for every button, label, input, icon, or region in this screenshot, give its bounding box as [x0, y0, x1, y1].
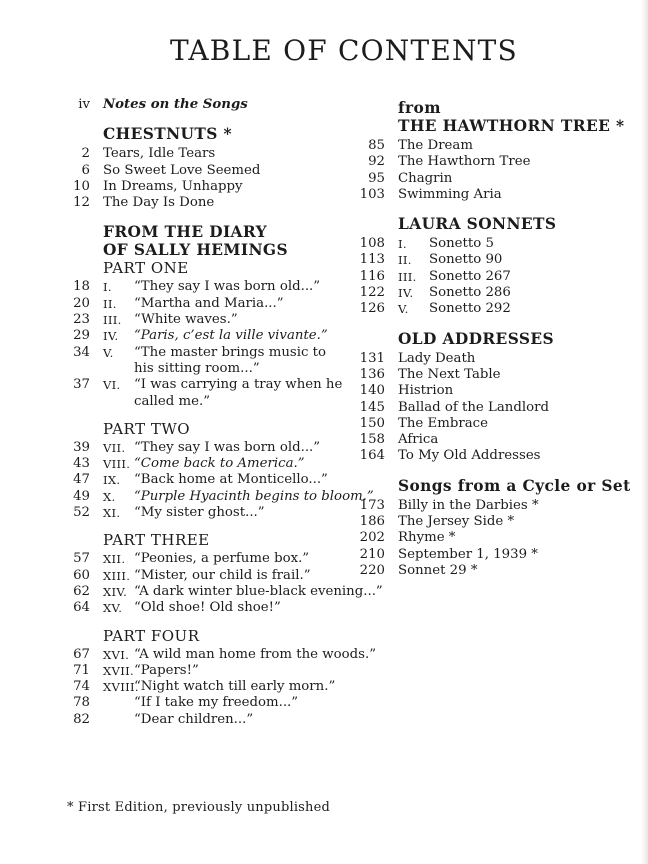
entry-page-number: 6 — [81, 162, 90, 178]
entry-title: “Old shoe! Old shoe!” — [134, 600, 281, 616]
entry-page-number: 173 — [359, 497, 385, 513]
entry-page-number: 2 — [81, 146, 90, 162]
toc-entry — [63, 568, 365, 584]
entry-title: “They say I was born old...” — [134, 279, 321, 295]
toc-entry — [63, 646, 377, 663]
entry-title: Sonetto 90 — [429, 252, 503, 268]
entry-title: “Come back to America.” — [134, 456, 305, 472]
entry-title: The Embrace — [398, 415, 488, 431]
toc-entry — [63, 279, 365, 295]
section-subheading-part-two: PART TWO — [103, 419, 191, 438]
toc-entry — [358, 448, 642, 464]
scan-edge-shadow — [641, 0, 648, 864]
entry-numeral: XI. — [103, 506, 121, 521]
entry-page-number: 64 — [73, 600, 90, 616]
entry-numeral: V. — [103, 345, 114, 360]
entry-title: Sonnet 29 * — [398, 562, 478, 578]
entry-title: Tears, Idle Tears — [103, 146, 216, 162]
section-heading-line: from — [398, 99, 441, 117]
entry-page-number: 113 — [359, 252, 385, 268]
entry-title: “White waves.” — [134, 312, 238, 328]
entry-numeral: II. — [103, 296, 117, 311]
entry-page-number: 108 — [359, 236, 385, 252]
entry-title: “A wild man home from the woods.” — [134, 646, 377, 662]
entry-title: “Purple Hyacinth begins to bloom.” — [134, 488, 374, 504]
toc-entry — [358, 285, 642, 301]
entry-title: Swimming Aria — [398, 186, 502, 202]
toc-entry — [63, 345, 365, 378]
entry-page-number: 164 — [359, 448, 385, 464]
entry-title: “They say I was born old...” — [134, 439, 321, 455]
entry-page-number: 126 — [359, 301, 385, 317]
entry-page-number: 131 — [359, 350, 385, 366]
toc-entry — [358, 400, 642, 416]
entry-title: “Mister, our child is frail.” — [134, 567, 311, 583]
toc-entry — [358, 416, 642, 432]
entry-numeral: XVI. — [103, 647, 130, 662]
toc-entry — [358, 138, 642, 154]
entry-title: To My Old Addresses — [398, 448, 541, 464]
toc-entry — [63, 488, 374, 505]
first-edition-footnote: * First Edition, previously unpublished — [67, 800, 331, 815]
entry-title — [134, 377, 365, 410]
entry-page-number: 95 — [368, 170, 385, 186]
entry-numeral: VII. — [103, 440, 126, 455]
toc-right-column — [358, 99, 642, 579]
toc-entry — [63, 377, 365, 410]
toc-entry — [358, 301, 642, 317]
entry-numeral — [103, 695, 134, 711]
entry-page-number: 82 — [73, 711, 90, 727]
toc-entry — [63, 472, 365, 488]
entry-page-number: 29 — [73, 328, 90, 344]
entry-numeral: I. — [103, 280, 112, 295]
entry-page-number: 150 — [359, 415, 385, 431]
toc-entry — [63, 296, 365, 312]
entry-title: “Papers!” — [134, 662, 199, 678]
entry-page-number: 62 — [73, 583, 90, 599]
entry-page-number: 122 — [359, 285, 385, 301]
entry-numeral: V. — [398, 302, 409, 317]
section-heading-line: THE HAWTHORN TREE * — [398, 117, 625, 135]
entry-page-number: 116 — [359, 268, 385, 284]
entry-numeral: XVIII. — [103, 680, 139, 695]
entry-page-number: 74 — [73, 679, 90, 695]
entry-page-number: 47 — [73, 472, 90, 488]
entry-title: The Next Table — [398, 366, 501, 382]
entry-page-number: 67 — [73, 646, 90, 662]
entry-title: So Sweet Love Seemed — [103, 162, 261, 178]
section-heading-cycle-or-set: Songs from a Cycle or Set — [398, 476, 631, 495]
entry-title-line2: called me.” — [134, 393, 210, 409]
entry-page-number: 220 — [359, 562, 385, 578]
entry-numeral: IV. — [398, 286, 414, 301]
entry-numeral: XII. — [103, 552, 126, 567]
entry-page-number: 52 — [73, 505, 90, 521]
toc-entry — [63, 456, 365, 472]
toc-entry — [63, 712, 365, 728]
toc-entry — [63, 312, 365, 328]
entry-numeral: X. — [103, 489, 116, 504]
entry-title: “Night watch till early morn.” — [134, 679, 336, 695]
entry-page-number: 39 — [73, 439, 90, 455]
entry-numeral: I. — [398, 237, 407, 252]
toc-entry — [358, 252, 642, 268]
entry-numeral: XV. — [103, 601, 123, 616]
toc-entry — [63, 583, 383, 600]
toc-entry — [358, 236, 642, 252]
page-title: TABLE OF CONTENTS — [170, 34, 518, 67]
entry-page-number: 78 — [73, 695, 90, 711]
entry-title: Histrion — [398, 383, 454, 399]
entry-title: Sonetto 286 — [429, 285, 511, 301]
entry-page-number: 158 — [359, 432, 385, 448]
toc-entry — [63, 163, 365, 179]
entry-page-number: iv — [78, 97, 90, 112]
entry-page-number: 37 — [73, 377, 90, 393]
toc-entry — [63, 663, 365, 679]
entry-page-number: 10 — [73, 178, 90, 194]
toc-entry — [63, 505, 365, 521]
section-subheading-part-one: PART ONE — [103, 259, 189, 278]
entry-title: September 1, 1939 * — [398, 546, 538, 562]
entry-numeral — [103, 712, 134, 728]
entry-page-number: 136 — [359, 366, 385, 382]
toc-entry — [358, 432, 642, 448]
toc-entry — [358, 171, 642, 187]
entry-title: “Back home at Monticello...” — [134, 472, 328, 488]
entry-title: “Peonies, a perfume box.” — [134, 551, 310, 567]
entry-title: The Day Is Done — [103, 195, 215, 211]
toc-entry — [358, 367, 642, 383]
entry-numeral: IX. — [103, 473, 121, 488]
toc-entry — [358, 530, 642, 546]
entry-title: Africa — [398, 432, 439, 448]
toc-entry — [63, 97, 365, 113]
toc-entry — [63, 328, 365, 344]
entry-page-number: 92 — [368, 154, 385, 170]
toc-entry — [358, 154, 642, 170]
entry-page-number: 49 — [73, 488, 90, 504]
entry-page-number: 103 — [359, 186, 385, 202]
entry-page-number: 57 — [73, 551, 90, 567]
entry-page-number: 140 — [359, 383, 385, 399]
entry-page-number: 186 — [359, 514, 385, 530]
section-heading-line: OF SALLY HEMINGS — [103, 241, 288, 260]
toc-entry — [63, 146, 365, 162]
entry-title: “My sister ghost...” — [134, 505, 265, 521]
entry-page-number: 20 — [73, 295, 90, 311]
entry-title-line2: his sitting room...” — [134, 360, 260, 376]
entry-numeral: VIII. — [103, 457, 131, 472]
section-heading-line: FROM THE DIARY — [103, 223, 267, 242]
section-heading-sally-hemings — [103, 223, 365, 259]
entry-title: Sonetto 267 — [429, 268, 511, 284]
entry-page-number: 202 — [359, 530, 385, 546]
toc-entry — [63, 551, 365, 567]
toc-entry — [63, 440, 365, 456]
entry-title: “If I take my freedom...” — [134, 695, 299, 711]
entry-title: Ballad of the Landlord — [398, 399, 549, 415]
entry-page-number: 43 — [73, 456, 90, 472]
entry-title: “Dear children...” — [134, 711, 254, 727]
entry-title: The Hawthorn Tree — [398, 154, 531, 170]
section-subheading-part-three: PART THREE — [103, 531, 210, 550]
entry-title: Billy in the Darbies * — [398, 497, 539, 513]
entry-numeral: XIV. — [103, 584, 128, 599]
entry-title: Sonetto 5 — [429, 236, 494, 252]
section-heading-hawthorn-tree — [398, 99, 642, 135]
entry-title: The Dream — [398, 138, 473, 153]
toc-entry — [358, 547, 642, 563]
entry-title: The Jersey Side * — [398, 514, 515, 530]
entry-numeral: IV. — [103, 329, 119, 344]
section-subheading-part-four: PART FOUR — [103, 626, 200, 645]
section-heading-chestnuts: CHESTNUTS * — [103, 125, 232, 144]
entry-page-number: 85 — [368, 138, 385, 153]
toc-entry — [63, 179, 365, 195]
toc-entry — [358, 498, 642, 514]
entry-title-line1: “I was carrying a tray when he — [134, 377, 343, 393]
entry-page-number: 12 — [73, 195, 90, 211]
entry-numeral: VI. — [103, 378, 121, 393]
entry-title: Notes on the Songs — [103, 97, 248, 112]
entry-numeral: III. — [398, 269, 417, 284]
entry-numeral: XIII. — [103, 568, 131, 583]
entry-numeral: III. — [103, 313, 122, 328]
entry-title — [134, 345, 365, 378]
entry-title: “Paris, c’est la ville vivante.” — [134, 328, 328, 344]
toc-entry — [358, 563, 642, 579]
entry-page-number: 60 — [73, 567, 90, 583]
entry-page-number: 34 — [73, 344, 90, 360]
entry-title: Lady Death — [398, 350, 476, 366]
entry-page-number: 145 — [359, 399, 385, 415]
entry-title: “Martha and Maria...” — [134, 295, 284, 311]
entry-page-number: 71 — [73, 662, 90, 678]
toc-entry — [358, 269, 642, 285]
toc-entry — [63, 195, 365, 211]
entry-title: Sonetto 292 — [429, 301, 511, 317]
entry-numeral: XVII. — [103, 663, 134, 678]
section-heading-old-addresses: OLD ADDRESSES — [398, 329, 555, 348]
entry-page-number: 210 — [359, 546, 385, 562]
toc-entry — [358, 351, 642, 367]
entry-title: In Dreams, Unhappy — [103, 178, 243, 194]
toc-entry — [358, 187, 642, 203]
entry-title-line1: “The master brings music to — [134, 344, 326, 360]
section-heading-laura-sonnets: LAURA SONNETS — [398, 215, 557, 234]
toc-entry — [63, 695, 365, 711]
entry-page-number: 23 — [73, 312, 90, 328]
toc-entry — [358, 383, 642, 399]
entry-title: “A dark winter blue-black evening...” — [134, 583, 383, 599]
entry-title: Rhyme * — [398, 530, 456, 546]
entry-title: Chagrin — [398, 170, 453, 186]
entry-numeral: II. — [398, 253, 412, 268]
toc-entry — [63, 600, 365, 616]
entry-page-number: 18 — [73, 279, 90, 295]
toc-entry — [358, 514, 642, 530]
toc-entry — [63, 679, 365, 695]
